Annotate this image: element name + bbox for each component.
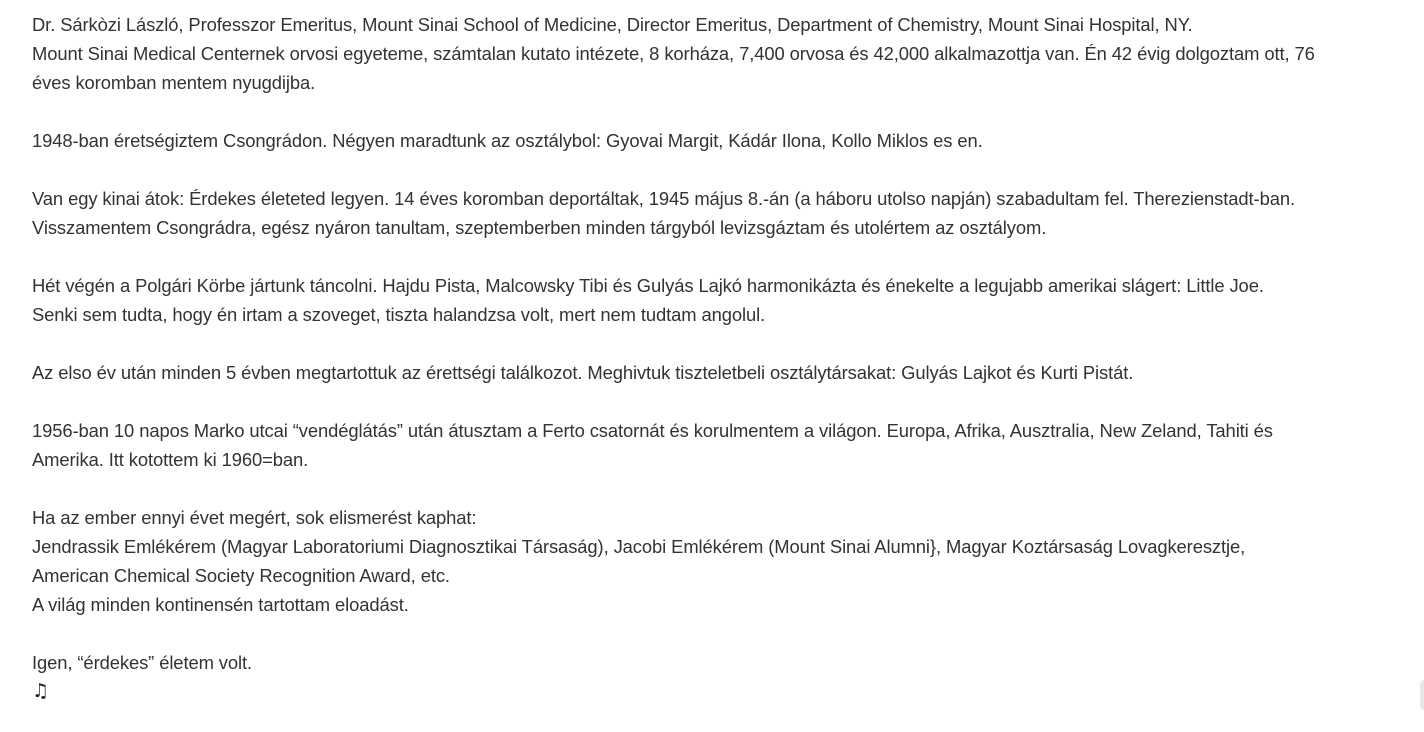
closing-line: Igen, “érdekes” életem volt.: [32, 652, 253, 673]
header-line-3: éves koromban mentem nyugdijba.: [32, 72, 316, 93]
paragraph-awards-line-3: American Chemical Society Recognition Award, etc.: [32, 565, 450, 586]
paragraph-graduation: 1948-ban éretségiztem Csongrádon. Négyen maradtunk az osztálybol: Gyovai Margit, Kádár Ilona, Kollo Miklos es en.: [32, 130, 983, 151]
paragraph-1956-line-1: 1956-ban 10 napos Marko utcai “vendéglátás” után átusztam a Ferto csatornát és korulmentem a világon. Europa, Afrika, Ausztralia, New Zeland, Tahiti és: [32, 420, 1273, 441]
paragraph-awards-line-2: Jendrassik Emlékérem (Magyar Laboratoriumi Diagnosztikai Társaság), Jacobi Emlékérem (Mount Sinai Alumni}, Magyar Koztársaság Lovagkeresztje,: [32, 536, 1246, 557]
paragraph-curse-line-2: Visszamentem Csongrádra, egész nyáron tanultam, szeptemberben minden tárgyból levizsgáztam és utolértem az osztályom.: [32, 217, 1047, 238]
paragraph-gap: [32, 474, 1422, 503]
paragraph-gap: [32, 387, 1422, 416]
music-note-icon: ♫: [32, 680, 49, 702]
article-body: [32, 10, 1422, 706]
paragraph-awards-line-1: Ha az ember ennyi évet megért, sok elismerést kaphat:: [32, 507, 477, 528]
paragraph-gap: [32, 97, 1422, 126]
paragraph-gap: [32, 242, 1422, 271]
paragraph-awards-line-4: A világ minden kontinensén tartottam eloadást.: [32, 594, 409, 615]
header-line-2: Mount Sinai Medical Centernek orvosi egyeteme, számtalan kutato intézete, 8 korháza, 7,400 orvosa és 42,000 alkalmazottja van. Én 42 évig dolgoztam ott, 76: [32, 43, 1315, 64]
paragraph-dance-line-2: Senki sem tudta, hogy én irtam a szoveget, tiszta halandzsa volt, mert nem tudtam angolul.: [32, 304, 766, 325]
paragraph-reunion: Az elso év után minden 5 évben megtartottuk az érettségi találkozot. Meghivtuk tiszteletbeli osztálytársakat: Gulyás Lajkot és Kurti Pistát.: [32, 362, 1134, 383]
paragraph-gap: [32, 155, 1422, 184]
paragraph-dance-line-1: Hét végén a Polgári Körbe jártunk táncolni. Hajdu Pista, Malcowsky Tibi és Gulyás Lajkó harmonikázta és énekelte a legujabb amerikai slágert: Little Joe.: [32, 275, 1264, 296]
paragraph-gap: [32, 619, 1422, 648]
paragraph-1956-line-2: Amerika. Itt kotottem ki 1960=ban.: [32, 449, 309, 470]
paragraph-gap: [32, 329, 1422, 358]
paragraph-curse-line-1: Van egy kinai átok: Érdekes életeted legyen. 14 éves koromban deportáltak, 1945 május 8.-án (a háboru utolso napján) szabadultam fel. Therezienstadt-ban.: [32, 188, 1295, 209]
header-line-1: Dr. Sárkòzi László, Professzor Emeritus, Mount Sinai School of Medicine, Director Emeritus, Department of Chemistry, Mount Sinai Hospital, NY.: [32, 14, 1193, 35]
scroll-edge-handle[interactable]: [1420, 680, 1424, 710]
